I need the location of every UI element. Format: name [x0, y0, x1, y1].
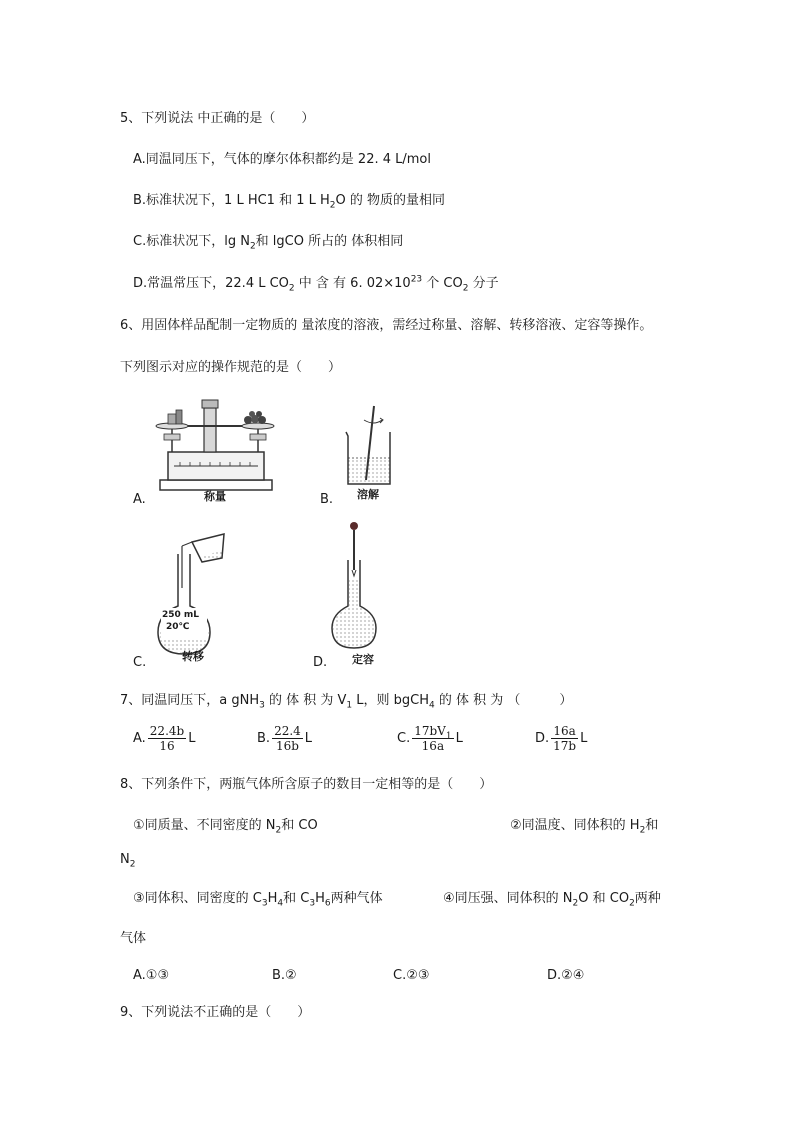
q5-option-c: C.标准状况下，$\lg N_2$和 lgCO 所占的 体积相同 [133, 234, 404, 252]
q6-fig-c-temperature-label: 20℃ [166, 622, 190, 632]
q6-fig-d-caption: 定容 [352, 653, 374, 666]
q8-condition-1: ①同质量、不同密度的 $N_2$和 CO [133, 818, 318, 836]
q7-stem: 7、同温同压下，a gNH$_3$ 的 体 积 为 $V_1$ L，则 bgCH$_4$ 的 体 积 为 （ ） [120, 693, 573, 711]
q8-condition-4: ④同压强、同体积的 $N_2O$ 和 $CO_2$两种 [443, 891, 661, 909]
balance-illustration [150, 392, 280, 502]
q5-stem: 5、下列说法 中正确的是（ ） [120, 111, 315, 126]
q9-stem: 9、下列说法不正确的是（ ） [120, 1005, 311, 1020]
q8-condition-2-wrap: $N_2$ [120, 852, 136, 870]
q5-option-b: B.标准状况下，1 L HC1 和 1 L $H_2O$ 的 物质的量相同 [133, 193, 446, 211]
q8-option-d: D.②④ [547, 968, 585, 983]
volumetric-flask-transfer-illustration [152, 528, 232, 658]
q6-fig-c-letter: C. [133, 655, 147, 670]
q6-fig-a-caption: 称量 [204, 490, 226, 503]
q6-stem-line2: 下列图示对应的操作规范的是（ ） [120, 360, 342, 375]
q8-option-a: A.①③ [133, 968, 170, 983]
q8-condition-2: ②同温度、同体积的 $H_2$和 [510, 818, 659, 836]
q8-option-c: C.②③ [393, 968, 430, 983]
q8-condition-4-wrap: 气体 [120, 931, 147, 946]
q6-fig-c-caption: 转移 [182, 650, 204, 663]
q7-option-b: B. $\frac{22.4}{16b}$ L [257, 724, 313, 753]
fraction: $\frac{22.4}{16b}$ [274, 724, 301, 753]
q7-option-a: A. $\frac{22.4b}{16}$ L [133, 724, 196, 753]
q7-option-d: D. $\frac{16a}{17b}$ L [535, 724, 588, 753]
fraction: $\frac{16a}{17b}$ [553, 724, 577, 753]
q6-fig-b-caption: 溶解 [357, 488, 379, 501]
q6-fig-d-letter: D. [313, 655, 328, 670]
q8-stem: 8、下列条件下，两瓶气体所含原子的数目一定相等的是（ ） [120, 777, 493, 792]
q6-fig-b-letter: B. [320, 492, 334, 507]
fraction: $\frac{17bV_1}{16a}$ [414, 724, 452, 753]
q5-option-a: A.同温同压下，气体的摩尔体积都约是 22. 4 L/mol [133, 152, 431, 167]
q6-fig-c-volume-label: 250 mL [162, 610, 200, 620]
q6-stem-line1: 6、用固体样品配制一定物质的 量浓度的溶液，需经过称量、溶解、转移溶液、定容等操作。 [120, 318, 653, 333]
q7-option-c: C. $\frac{17bV_1}{16a}$ L [397, 724, 463, 753]
fraction: $\frac{22.4b}{16}$ [149, 724, 185, 753]
volumetric-flask-dropper-illustration [328, 520, 384, 650]
beaker-illustration [340, 400, 400, 490]
q5-option-d: D.常温常压下，22.4 L $CO_2$ 中 含 有 6. $02\times 10^{23}$ 个 $CO_2$ 分子 [133, 274, 499, 294]
q6-fig-a-letter: A. [133, 492, 146, 507]
q8-condition-3: ③同体积、同密度的 $C_3H_4$和 $C_3H_6$两种气体 [133, 891, 383, 909]
q8-option-b: B.② [272, 968, 297, 983]
